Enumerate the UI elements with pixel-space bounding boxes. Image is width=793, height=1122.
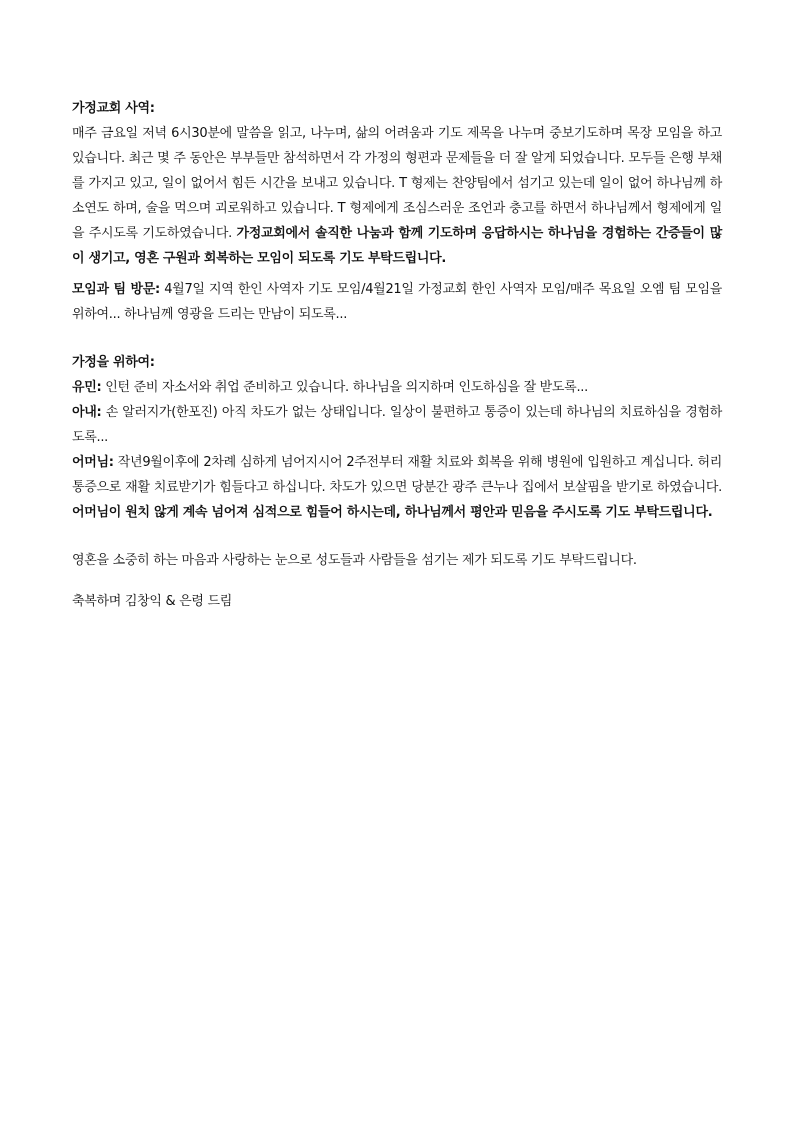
visits-section [72, 277, 722, 327]
house-church-prayer-request: 가정교회에서 솔직한 나눔과 함께 기도하며 응답하시는 하나님을 경험하는 간증들이 많이 생기고, 영혼 구원과 회복하는 모임이 되도록 기도 부탁드립니다. [72, 226, 722, 266]
signature-line [72, 589, 722, 614]
yumin-text: 인턴 준비 자소서와 취업 준비하고 있습니다. 하나님을 의지하며 인도하심을 잘 받도록... [101, 380, 588, 395]
closing-text: 영혼을 소중히 하는 마음과 사랑하는 눈으로 성도들과 사람들을 섬기는 제가 되도록 기도 부탁드립니다. [72, 553, 637, 568]
wife-text: 손 알러지가(한포진) 아직 차도가 없는 상태입니다. 일상이 불편하고 통증이 있는데 하나님의 치료하심을 경험하도록... [72, 405, 722, 445]
family-section [72, 350, 722, 525]
house-church-section [72, 96, 722, 271]
wife-label: 아내: [72, 405, 102, 420]
mother-label: 어머님: [72, 455, 114, 470]
yumin-label: 유민: [72, 380, 102, 395]
family-heading: 가정을 위하여: [72, 355, 155, 370]
mother-prayer-request: 어머님이 원치 않게 계속 넘어져 심적으로 힘들어 하시는데, 하나님께서 평안과 믿음을 주시도록 기도 부탁드립니다. [72, 505, 713, 520]
letter-page [72, 96, 722, 614]
house-church-heading: 가정교회 사역: [72, 101, 155, 116]
closing-line [72, 548, 722, 573]
signature-text: 축복하며 김창익 & 은령 드림 [72, 594, 233, 609]
mother-text: 작년9월이후에 2차례 심하게 넘어지시어 2주전부터 재활 치료와 회복을 위해 병원에 입원하고 계십니다. 허리 통증으로 재활 치료받기가 힘들다고 하십니다. 차도가 있으면 당분간 광주 큰누나 집에서 보살핌을 받기로 하였습니다. [72, 455, 722, 495]
visits-text: 4월7일 지역 한인 사역자 기도 모임/4월21일 가정교회 한인 사역자 모임/매주 목요일 오엠 팀 모임을 위하여... 하나님께 영광을 드리는 만남이 되도록... [72, 282, 722, 322]
visits-label: 모임과 팀 방문: [72, 282, 160, 297]
house-church-body: 매주 금요일 저녁 6시30분에 말씀을 읽고, 나누며, 삶의 어려움과 기도 제목을 나누며 중보기도하며 목장 모임을 하고 있습니다. 최근 몇 주 동안은 부부들만 참석하면서 각 가정의 형편과 문제들을 더 잘 알게 되었습니다. 모두들 은행 부채를 가지고 있고, 일이 없어서 힘든 시간을 보내고 있습니다. T 형제는 찬양팀에서 섬기고 있는데 일이 없어 하나님께 하소연도 하며, 술을 먹으며 괴로워하고 있습니다. T 형제에게 조심스러운 조언과 충고를 하면서 하나님께서 형제에게 일을 주시도록 기도하였습니다. [72, 126, 722, 241]
